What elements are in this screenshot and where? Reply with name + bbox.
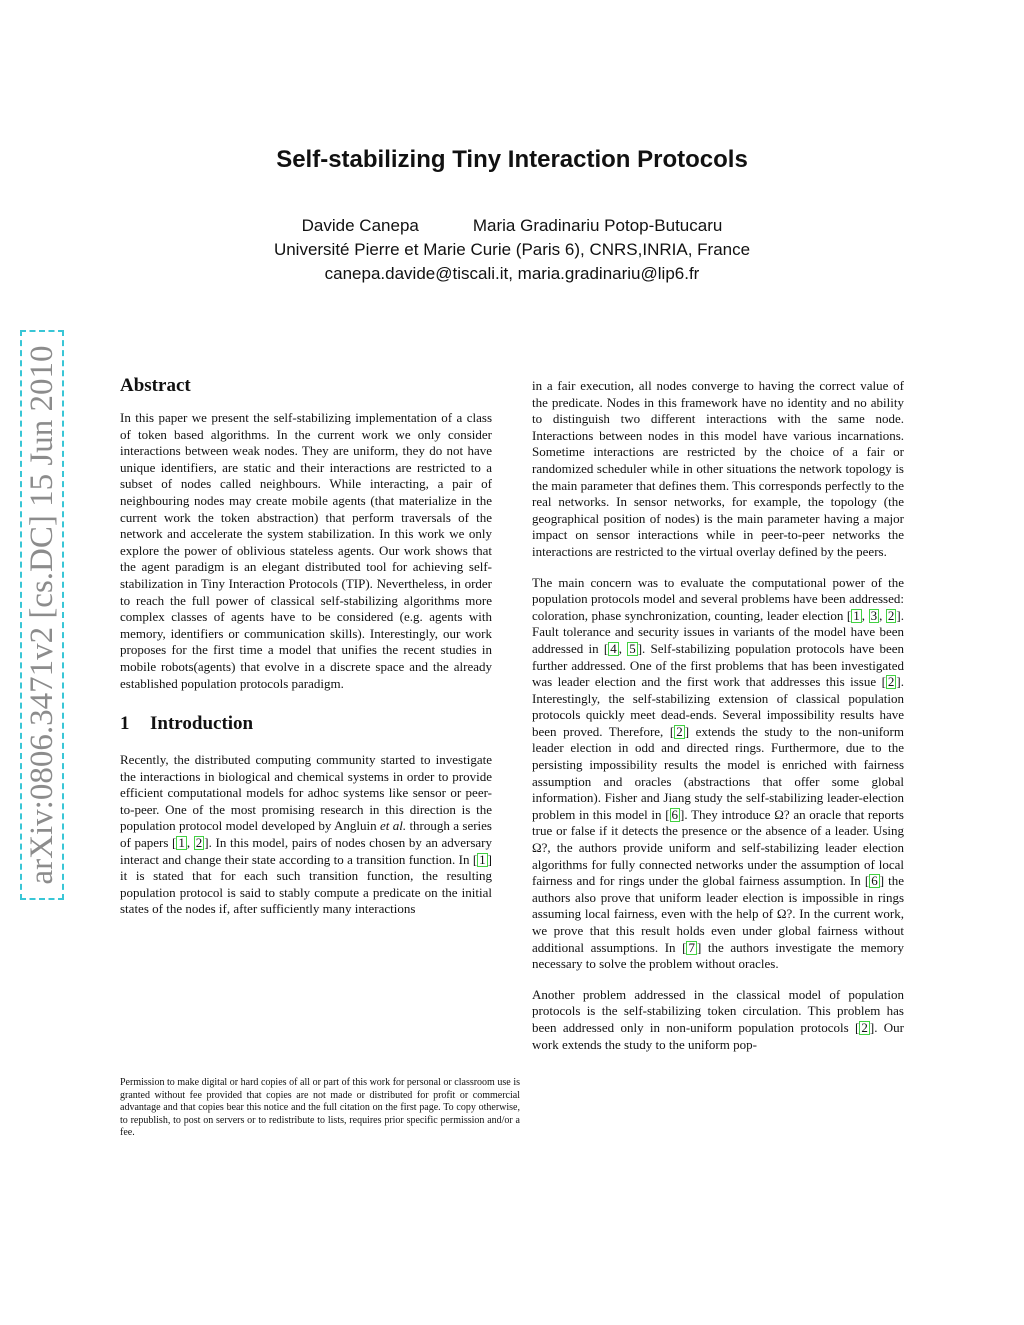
author-name: Maria Gradinariu Potop-Butucaru (472, 216, 723, 235)
text-run: ] the authors also prove that uniform leader election is impossible in rings assuming local fairness, even with the help of Ω?. In the current work, we prove that this result holds even under global fairness without additional assumptions. In [ (532, 873, 904, 955)
text-run: ]. Fault tolerance and security issues in variants of the model have been addressed in [ (532, 607, 905, 656)
body-paragraph: in a fair execution, all nodes converge to having the correct value of the predicate. Nodes in this framework have no identity and no ability to distinguish two different interactions with the same node. Interactions between nodes in this model have various incarnations. Sometime interactions are restricted by the choice of a fair or randomized scheduler while in other situations the network topology is the main parameter that defines them. This corresponds perfectly to the real networks. In sensor networks, for example, the topology (the geographical position of nodes) is the main parameter having a major impact on sensor interactions while in peer-to-peer networks the interactions are restricted to the virtual overlay defined by the peers. (532, 378, 904, 559)
text-run: , (879, 607, 886, 623)
citation-link[interactable]: 2 (676, 723, 683, 739)
author-name: Davide Canepa (301, 216, 419, 235)
text-run: ]. Interestingly, the self-stabilizing extension of classical population protocols quickly meet dead-ends. Several impossibility results have been proved. Therefore, [ (532, 674, 904, 739)
citation-link[interactable]: 2 (887, 674, 895, 690)
section-title: Introduction (150, 713, 254, 735)
abstract-heading: Abstract (120, 375, 191, 396)
body-paragraph (532, 575, 904, 973)
citation-link[interactable]: 7 (688, 939, 695, 955)
left-column (120, 374, 492, 918)
section-number: 1 (120, 713, 130, 735)
text-run: ] it is stated that for each such transition function, the resulting population protocol is said to stably compute a predicate on the initial states of the nodes if, after sufficiently many interactions (120, 851, 492, 917)
text-run: ]. In this model, pairs of nodes chosen by an adversary interact and change their state according to a transition function. In [ (120, 835, 493, 867)
affiliation: Université Pierre et Marie Curie (Paris 6), CNRS,INRIA, France (273, 240, 751, 259)
right-column (532, 378, 904, 1053)
citation-link[interactable]: 6 (671, 806, 679, 822)
section-heading-introduction (120, 712, 492, 736)
text-run: Recently, the distributed computing community started to investigate the interactions in biological and chemical systems in order to provide efficient computational models for adhoc systems like sensor or peer-to-peer. One of the most promising research in this direction is the population protocol model developed by Angluin (120, 752, 492, 834)
citation-link[interactable]: 1 (853, 607, 860, 623)
author-block (0, 214, 1024, 286)
text-run: et al. (379, 818, 407, 834)
text-run: Another problem addressed in the classical model of population protocols is the self-stabilizing token circulation. This problem has been addressed only in non-uniform population protocols [ (532, 986, 904, 1035)
citation-link[interactable]: 2 (887, 607, 895, 623)
paper-title: Self-stabilizing Tiny Interaction Protocols (276, 146, 748, 173)
arxiv-stamp[interactable]: arXiv:0806.3471v2 [cs.DC] 15 Jun 2010 (24, 345, 60, 885)
intro-paragraph (120, 752, 492, 918)
author-emails: canepa.davide@tiscali.it, maria.gradinariu@lip6.fr (324, 264, 700, 283)
abstract-text: In this paper we present the self-stabilizing implementation of a class of token based algorithms. In the current work we only consider interactions between weak nodes. They are uniform, they do not have unique identifiers, are static and their interactions are restricted to a subset of nodes called neighbours. While interacting, a pair of neighbouring nodes may create mobile agents (that materialize in the current work the token abstraction) that perform traversals of the network and accelerate the system stabilization. In this work we only explore the power of oblivious stateless agents. Our work shows that the agent paradigm is an elegant distributed tool for achieving self-stabilization in Tiny Interaction Protocols (TIP). Nevertheless, in order to reach the full power of classical self-stabilizing algorithms more complex classes of agents have to be considered (e.g. agents with memory, identifiers or communication skills). Interestingly, our work proposes for the first time a model that unifies the recent studies in mobile robots(agents) that evolve in a discrete space and the already established population protocols paradigm. (120, 410, 492, 691)
text-run: through a series of papers [ (120, 818, 492, 851)
body-paragraph (532, 987, 904, 1053)
citation-link[interactable]: 2 (861, 1019, 868, 1035)
citation-link[interactable]: 3 (870, 607, 878, 623)
text-run: ]. They introduce Ω? an oracle that reports true or false if it detects the presence or the absence of a leader. Using Ω?, the authors provide uniform and self-stabilizing leader election algorithms for fully connected networks under the assumption of local fairness and for rings under the global fairness assumption. In [ (532, 806, 904, 889)
text-run: ] extends the study to the non-uniform leader election in odd and directed rings. Furthermore, due to the persisting impossibility results the model is enriched with fairness assumption and oracles (abstractions that offer some global information). Fisher and Jiang study the self-stabilizing leader-election problem in this model in [ (532, 723, 904, 822)
text-run: ]. Self-stabilizing population protocols have been further addressed. One of the first problems that has been investigated was leader election and the first work that addresses this issue [ (532, 640, 905, 690)
author-names (0, 214, 1024, 238)
text-run: , (618, 640, 628, 656)
text-run: , (186, 835, 194, 851)
citation-link[interactable]: 4 (610, 640, 617, 656)
text-run: ] the authors investigate the memory necessary to solve the problem without oracles. (532, 939, 904, 972)
citation-link[interactable]: 1 (178, 835, 185, 851)
citation-link[interactable]: 5 (629, 640, 636, 656)
citation-link[interactable]: 6 (871, 873, 878, 889)
text-run: ]. Our work extends the study to the uniform pop- (532, 1019, 904, 1052)
citation-link[interactable]: 1 (479, 851, 486, 867)
permission-footnote: Permission to make digital or hard copies of all or part of this work for personal or classroom use is granted without fee provided that copies are not made or distributed for profit or commercial advantage and that copies bear this notice and the full citation on the first page. To copy otherwise, to republish, to post on servers or to redistribute to lists, requires prior specific permission and/or a fee. (120, 1077, 520, 1138)
text-run: , (861, 607, 869, 623)
text-run: The main concern was to evaluate the computational power of the population protocols model and several problems have been addressed: coloration, phase synchronization, counting, leader election [ (532, 574, 904, 623)
citation-link[interactable]: 2 (195, 835, 203, 851)
